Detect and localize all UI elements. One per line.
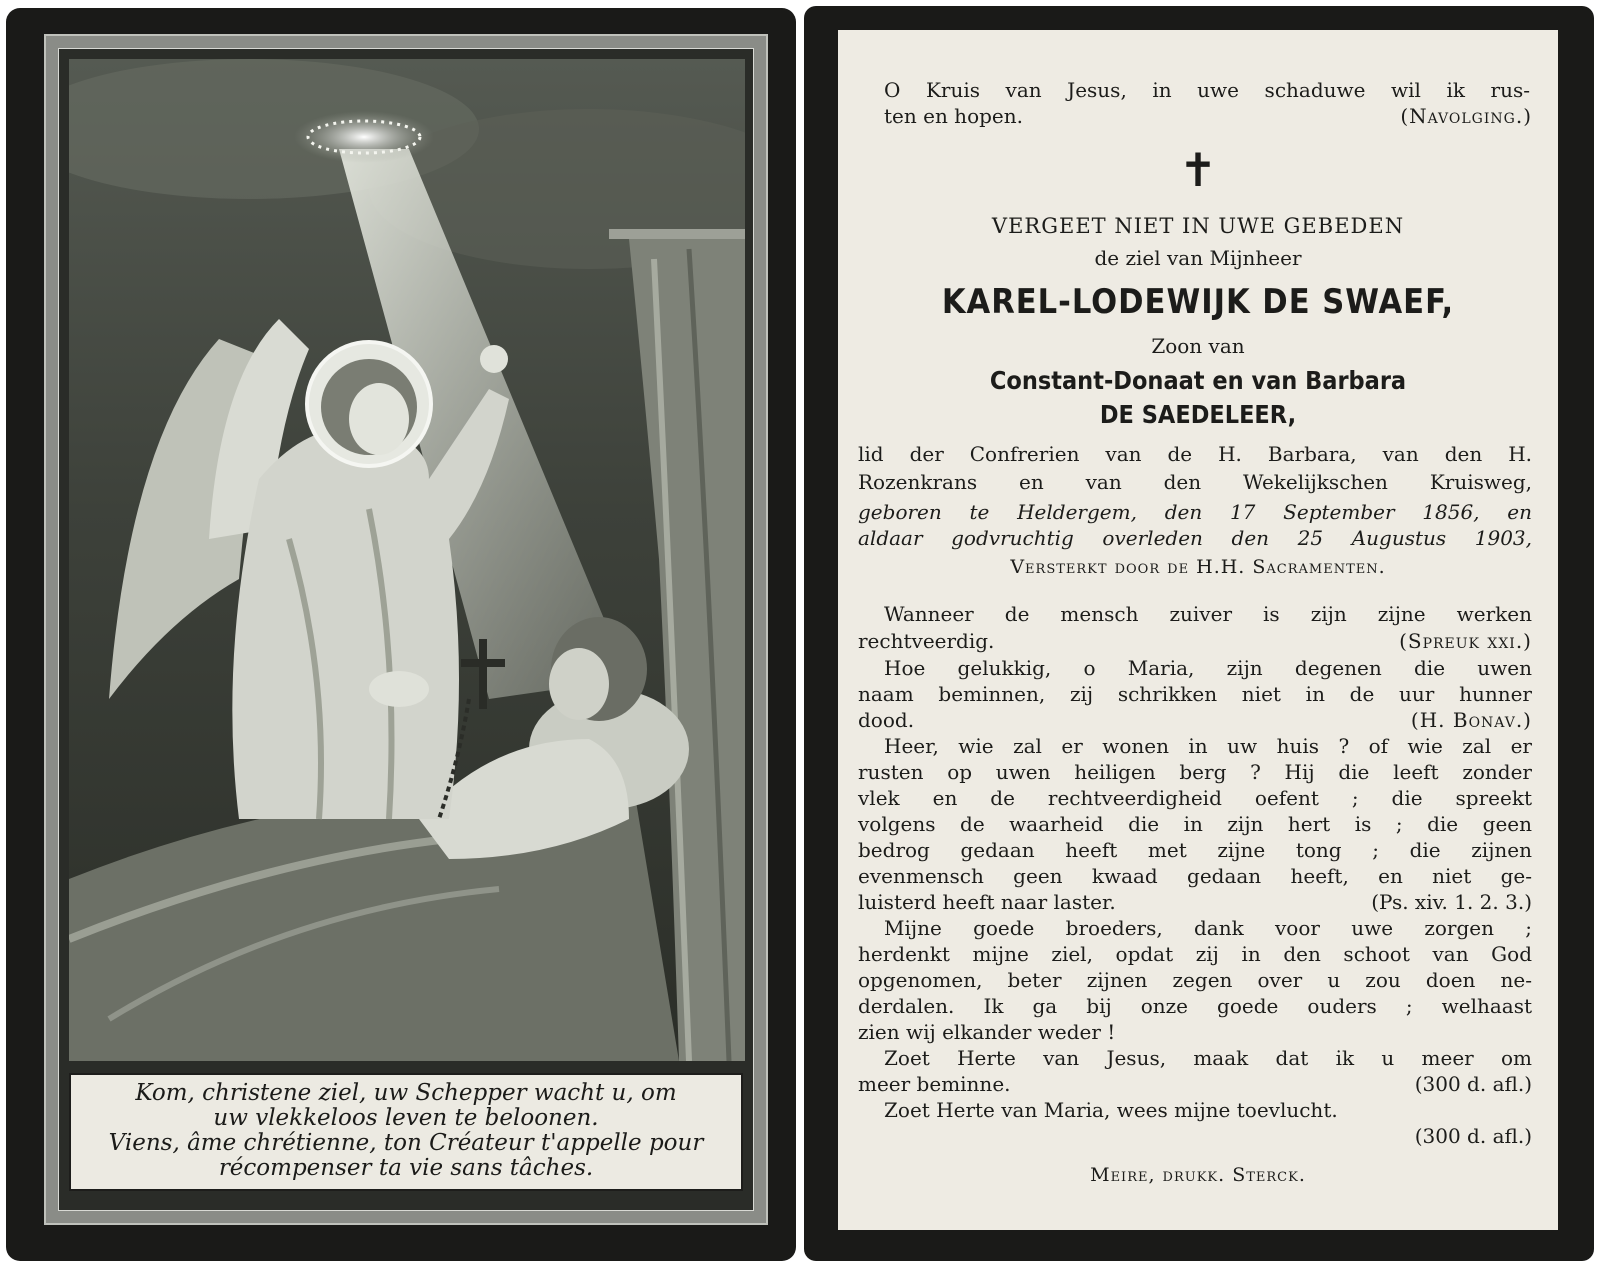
memorial-header: VERGEET NIET IN UWE GEBEDEN xyxy=(991,214,1405,238)
text-line-7: volgens de waarheid die in zijn hert is ; die geen xyxy=(858,812,1532,836)
deceased-name: KAREL-LODEWIJK DE SWAEF, xyxy=(941,282,1455,322)
born-line2: aldaar godvruchtig overleden den 25 Augustus 1903, xyxy=(858,526,1532,550)
text-line-8: bedrog gedaan heeft met zijne tong ; die zijnen xyxy=(858,838,1532,862)
text-line-5: rusten op uwen heiligen berg ? Hij die leeft zonder xyxy=(858,760,1532,784)
caption-dutch-line2: uw vlekkeloos leven te beloonen. xyxy=(213,1105,599,1131)
text-short-3: luisterd heeft naar laster. xyxy=(858,890,1116,914)
caption-french-line2: récompenser ta vie sans tâches. xyxy=(218,1155,594,1181)
member-line1: lid der Confrerien van de H. Barbara, van den H. xyxy=(858,442,1532,466)
cross-icon: ✝ xyxy=(1178,143,1218,197)
indulgence-1: (300 d. afl.) xyxy=(1414,1072,1532,1096)
left-card xyxy=(6,8,796,1261)
text-line-3: naam beminnen, zij schrikken niet in de uur hunner xyxy=(858,682,1532,706)
epigraph-line2: ten en hopen. xyxy=(884,104,1023,128)
sacraments-line: Versterkt door de H.H. Sacramenten. xyxy=(1010,556,1386,578)
parents-line2: DE SAEDELEER, xyxy=(1099,400,1297,429)
text-line-10: Mijne goede broeders, dank voor uwe zorgen ; xyxy=(884,916,1532,940)
printer-imprint: Meire, drukk. Sterck. xyxy=(1090,1164,1306,1186)
right-card xyxy=(804,6,1594,1261)
text-short-1: rechtveerdig. xyxy=(858,629,995,653)
picture-caption xyxy=(69,1073,743,1191)
text-short-4: zien wij elkander weder ! xyxy=(858,1020,1116,1044)
indulgence-2: (300 d. afl.) xyxy=(1414,1124,1532,1148)
source-psalm: (Ps. xiv. 1. 2. 3.) xyxy=(1371,890,1532,914)
text-short-6: Zoet Herte van Maria, wees mijne toevlucht. xyxy=(884,1098,1338,1122)
epigraph-line1: O Kruis van Jesus, in uwe schaduwe wil ik rus- xyxy=(884,78,1530,102)
soul-of-line: de ziel van Mijnheer xyxy=(1094,246,1302,270)
angel-deathbed-illustration xyxy=(69,59,745,1061)
illustration-svg xyxy=(69,59,745,1061)
text-line-6: vlek en de rechtveerdigheid oefent ; die spreekt xyxy=(858,786,1532,810)
text-line-9: evenmensch geen kwaad gedaan heeft, en niet ge- xyxy=(858,864,1532,888)
picture-inner-border xyxy=(58,48,754,1211)
text-short-2: dood. xyxy=(858,708,915,732)
text-line-11: herdenkt mijne ziel, opdat zij in den schoot van God xyxy=(858,942,1532,966)
text-line-12: opgenomen, beter zijnen zegen over u zou doen ne- xyxy=(858,968,1532,992)
text-line-4: Heer, wie zal er wonen in uw huis ? of wie zal er xyxy=(884,734,1532,758)
memorial-text-panel xyxy=(838,30,1558,1230)
parents-line1: Constant-Donaat en van Barbara xyxy=(989,366,1407,395)
text-line-1: Wanneer de mensch zuiver is zijn zijne werken xyxy=(884,602,1532,626)
text-line-13: derdalen. Ik ga bij onze goede ouders ; welhaast xyxy=(858,994,1532,1018)
text-short-5: meer beminne. xyxy=(858,1072,1011,1096)
epigraph-source: (Navolging.) xyxy=(1400,104,1532,128)
born-line1: geboren te Heldergem, den 17 September 1856, en xyxy=(858,500,1532,524)
caption-dutch-line1: Kom, christene ziel, uw Schepper wacht u, om xyxy=(135,1080,677,1106)
source-bonav: (H. Bonav.) xyxy=(1410,708,1532,732)
text-line-14: Zoet Herte van Jesus, maak dat ik u meer om xyxy=(884,1046,1532,1070)
caption-french-line1: Viens, âme chrétienne, ton Créateur t'appelle pour xyxy=(108,1130,704,1156)
picture-frame xyxy=(44,34,768,1225)
son-of-line: Zoon van xyxy=(1151,334,1245,358)
member-line2: Rozenkrans en van den Wekelijkschen Kruisweg, xyxy=(858,470,1532,494)
source-spreuk: (Spreuk xxi.) xyxy=(1399,629,1532,653)
text-line-2: Hoe gelukkig, o Maria, zijn degenen die uwen xyxy=(884,656,1532,680)
